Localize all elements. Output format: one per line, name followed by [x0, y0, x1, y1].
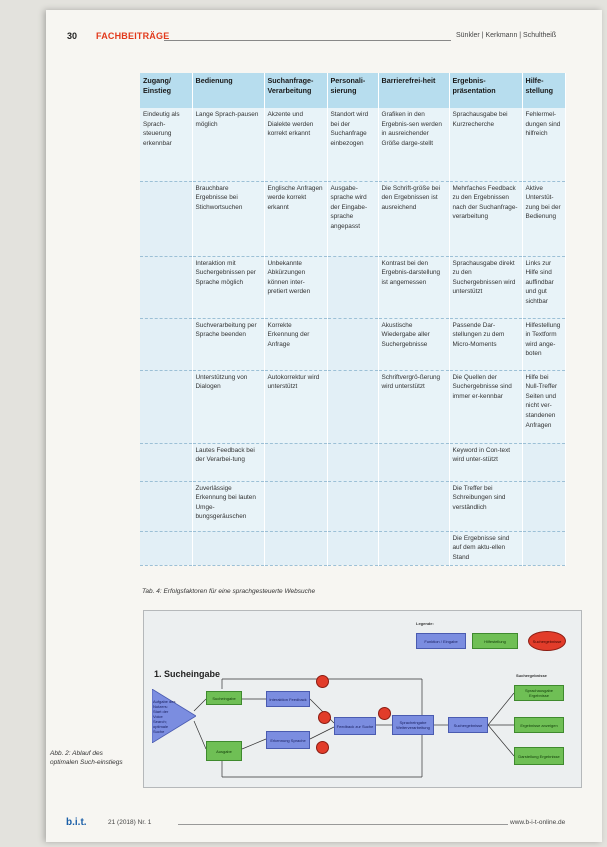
- table-cell: [522, 443, 565, 481]
- column-header: Suchanfrage-Verarbeitung: [264, 73, 327, 108]
- column-header: Barrierefrei-heit: [378, 73, 449, 108]
- table-row: [140, 370, 565, 443]
- table-cell: [140, 256, 192, 318]
- journal-logo: b.i.t.: [66, 817, 87, 828]
- table-cell: [378, 443, 449, 481]
- column-header: Ergebnis-präsentation: [449, 73, 522, 108]
- table-cell: [378, 531, 449, 565]
- table-cell: [522, 531, 565, 565]
- table-cell: [378, 481, 449, 531]
- table-cell: [140, 181, 192, 256]
- table-cell: Standort wird bei der Suchanfrage einbezogen: [327, 108, 378, 181]
- table-cell: Kontrast bei den Ergebnis-darstellung ist angemessen: [378, 256, 449, 318]
- column-header: Personali-sierung: [327, 73, 378, 108]
- table-cell: Keyword in Con-text wird unter-stützt: [449, 443, 522, 481]
- column-header: Zugang/ Einstieg: [140, 73, 192, 108]
- table-row: [140, 108, 565, 181]
- table-cell: Hilfestellung in Textform wird ange-boten: [522, 318, 565, 370]
- table-cell: Sprachausgabe direkt zu den Suchergebnissen wird unterstützt: [449, 256, 522, 318]
- table-cell: Links zur Hilfe sind auffindbar und gut sichtbar: [522, 256, 565, 318]
- start-label: Aufgabe des Nutzers: Start der Voice Search; optimale Suche: [153, 698, 176, 734]
- table-cell: [192, 531, 264, 565]
- table-cell: [264, 531, 327, 565]
- table-cell: Sprachausgabe bei Kurzrecherche: [449, 108, 522, 181]
- table-cell: Autokorrektur wird unterstützt: [264, 370, 327, 443]
- node-ausgabe: Ausgabe: [206, 741, 242, 761]
- table-cell: [264, 481, 327, 531]
- website-url: www.b-i-t-online.de: [510, 819, 566, 826]
- table-cell: [327, 370, 378, 443]
- table-row: [140, 181, 565, 256]
- table-cell: Ausgabe-sprache wird der Eingabe-sprache angepasst: [327, 181, 378, 256]
- node-weiterverarbeitung: Spracheingabe Weiterverarbeitung: [392, 715, 434, 735]
- table-cell: Unterstützung von Dialogen: [192, 370, 264, 443]
- table-cell: [140, 370, 192, 443]
- node-sprachausgabe: Sprachausgabe Ergebnisse: [514, 685, 564, 701]
- table-row: [140, 318, 565, 370]
- legend-function: Funktion / Eingabe: [416, 633, 466, 649]
- table-cell: Brauchbare Ergebnisse bei Stichwortsuchen: [192, 181, 264, 256]
- result-marker: [316, 675, 329, 688]
- legend-title: Legende:: [416, 621, 434, 626]
- right-title: Suchergebnisse: [516, 673, 547, 678]
- node-interaktion: Interaktion Feedback: [266, 691, 310, 707]
- table-cell: Schriftvergrö-ßerung wird unterstützt: [378, 370, 449, 443]
- table-caption: Tab. 4: Erfolgsfaktoren für eine sprachgesteuerte Websuche: [142, 588, 316, 595]
- result-marker: [378, 707, 391, 720]
- legend-help: Hilfestellung: [472, 633, 518, 649]
- column-header: Hilfe-stellung: [522, 73, 565, 108]
- table-cell: Die Ergebnisse sind auf dem aktu-ellen Stand: [449, 531, 522, 565]
- table-cell: [327, 531, 378, 565]
- table-cell: [327, 443, 378, 481]
- authors: Sünkler | Kerkmann | Schultheiß: [456, 32, 557, 39]
- legend-results: Suchergebnisse: [528, 631, 566, 651]
- table-cell: Die Quellen der Suchergebnisse sind immer er-kennbar: [449, 370, 522, 443]
- table-cell: [522, 481, 565, 531]
- table-cell: Unbekannte Abkürzungen können inter-pretiert werden: [264, 256, 327, 318]
- table-cell: Englische Anfragen werde korrekt erkannt: [264, 181, 327, 256]
- node-ergebnisse-anzeigen: Ergebnisse anzeigen: [514, 717, 564, 733]
- success-factors-table: [140, 73, 566, 566]
- footer-rule: [178, 824, 508, 825]
- table-cell: [264, 443, 327, 481]
- section-title: FACHBEITRÄGE: [96, 31, 170, 41]
- table-cell: Eindeutig als Sprach-steuerung erkennbar: [140, 108, 192, 181]
- table-cell: Akustische Wiedergabe aller Suchergebnisse: [378, 318, 449, 370]
- issue-info: 21 (2018) Nr. 1: [108, 819, 152, 826]
- table-row: [140, 481, 565, 531]
- table-cell: [140, 481, 192, 531]
- table-cell: Die Treffer bei Schreibungen sind verständlich: [449, 481, 522, 531]
- result-marker: [318, 711, 331, 724]
- table-header-row: [140, 73, 565, 108]
- figure-caption: Abb. 2: Ablauf des optimalen Such-einstiegs: [50, 750, 123, 766]
- table-cell: Die Schrift-größe bei den Ergebnissen ist ausreichend: [378, 181, 449, 256]
- table-cell: Suchverarbeitung per Sprache beenden: [192, 318, 264, 370]
- table-cell: [140, 443, 192, 481]
- table-cell: [327, 318, 378, 370]
- table-cell: [327, 481, 378, 531]
- table-cell: Passende Dar-stellungen zu dem Micro-Moments: [449, 318, 522, 370]
- flow-diagram: [143, 610, 582, 788]
- table-cell: Lange Sprach-pausen möglich: [192, 108, 264, 181]
- table-cell: [140, 318, 192, 370]
- table-cell: Lautes Feedback bei der Verarbei-tung: [192, 443, 264, 481]
- table-cell: Interaktion mit Suchergebnissen per Sprache möglich: [192, 256, 264, 318]
- node-erkennung: Erkennung Sprache: [266, 731, 310, 749]
- node-feedback: Feedback zur Suche: [334, 717, 376, 735]
- table-cell: Hilfe bei Null-Treffer Seiten und nicht ver-standenen Anfragen: [522, 370, 565, 443]
- table-cell: Korrekte Erkennung der Anfrage: [264, 318, 327, 370]
- table-row: [140, 531, 565, 565]
- result-marker: [316, 741, 329, 754]
- table-cell: Mehrfaches Feedback zu den Ergebnissen nach der Suchanfrage-verarbeitung: [449, 181, 522, 256]
- table-cell: Grafiken in den Ergebnis-sen werden in ausreichender Größe darge-stellt: [378, 108, 449, 181]
- page-number: 30: [67, 31, 78, 41]
- column-header: Bedienung: [192, 73, 264, 108]
- table-cell: Aktive Unterstüt-zung bei der Bedienung: [522, 181, 565, 256]
- table-cell: Akzente und Dialekte werden korrekt erkannt: [264, 108, 327, 181]
- table-row: [140, 256, 565, 318]
- node-darstellung: Darstellung Ergebnisse: [514, 747, 564, 765]
- node-suchergebnisse: Suchergebnisse: [448, 717, 488, 733]
- table-cell: Fehlermel-dungen sind hilfreich: [522, 108, 565, 181]
- node-sucheingabe: Sucheingabe: [206, 691, 242, 705]
- table-cell: Zuverlässige Erkennung bei lauten Umge-bungsgeräuschen: [192, 481, 264, 531]
- table-cell: [327, 256, 378, 318]
- table-row: [140, 443, 565, 481]
- header-rule: [164, 40, 451, 41]
- diagram-section-title: 1. Sucheingabe: [154, 669, 221, 679]
- table-cell: [140, 531, 192, 565]
